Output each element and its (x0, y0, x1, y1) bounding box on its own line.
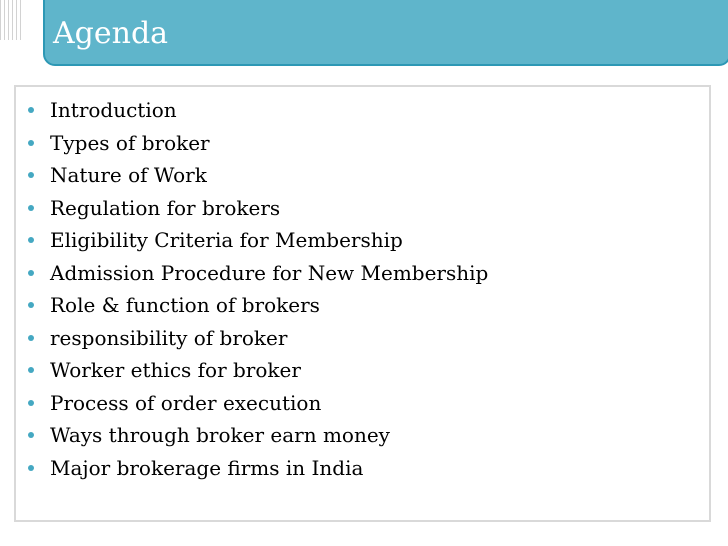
bullet-icon (28, 432, 34, 438)
agenda-item-label: responsibility of broker (50, 325, 288, 350)
bullet-icon (28, 140, 34, 146)
bullet-icon (28, 270, 34, 276)
agenda-item-label: Nature of Work (50, 163, 207, 187)
slide-title: Agenda (53, 16, 169, 51)
agenda-item-label: Eligibility Criteria for Membership (50, 228, 403, 252)
agenda-item-label: Ways through broker earn money (50, 423, 390, 447)
agenda-item-label: Process of order execution (50, 390, 322, 415)
bullet-icon (28, 205, 34, 211)
agenda-item-label: Major brokerage firms in India (50, 455, 364, 480)
bullet-icon (28, 107, 34, 113)
agenda-item-label: Worker ethics for broker (50, 358, 301, 382)
bullet-icon (28, 465, 34, 471)
bullet-icon (28, 400, 34, 406)
bullet-icon (28, 172, 34, 178)
bullet-icon (28, 302, 34, 308)
bullet-icon (28, 367, 34, 373)
bullet-icon (28, 335, 34, 341)
agenda-item-label: Role & function of brokers (50, 293, 320, 317)
agenda-item-label: Regulation for brokers (50, 195, 281, 220)
decorative-stripes (0, 0, 22, 40)
agenda-item-label: Introduction (50, 98, 177, 122)
agenda-item-label: Admission Procedure for New Membership (50, 260, 489, 285)
bullet-icon (28, 237, 34, 243)
agenda-item-label: Types of broker (50, 130, 210, 155)
